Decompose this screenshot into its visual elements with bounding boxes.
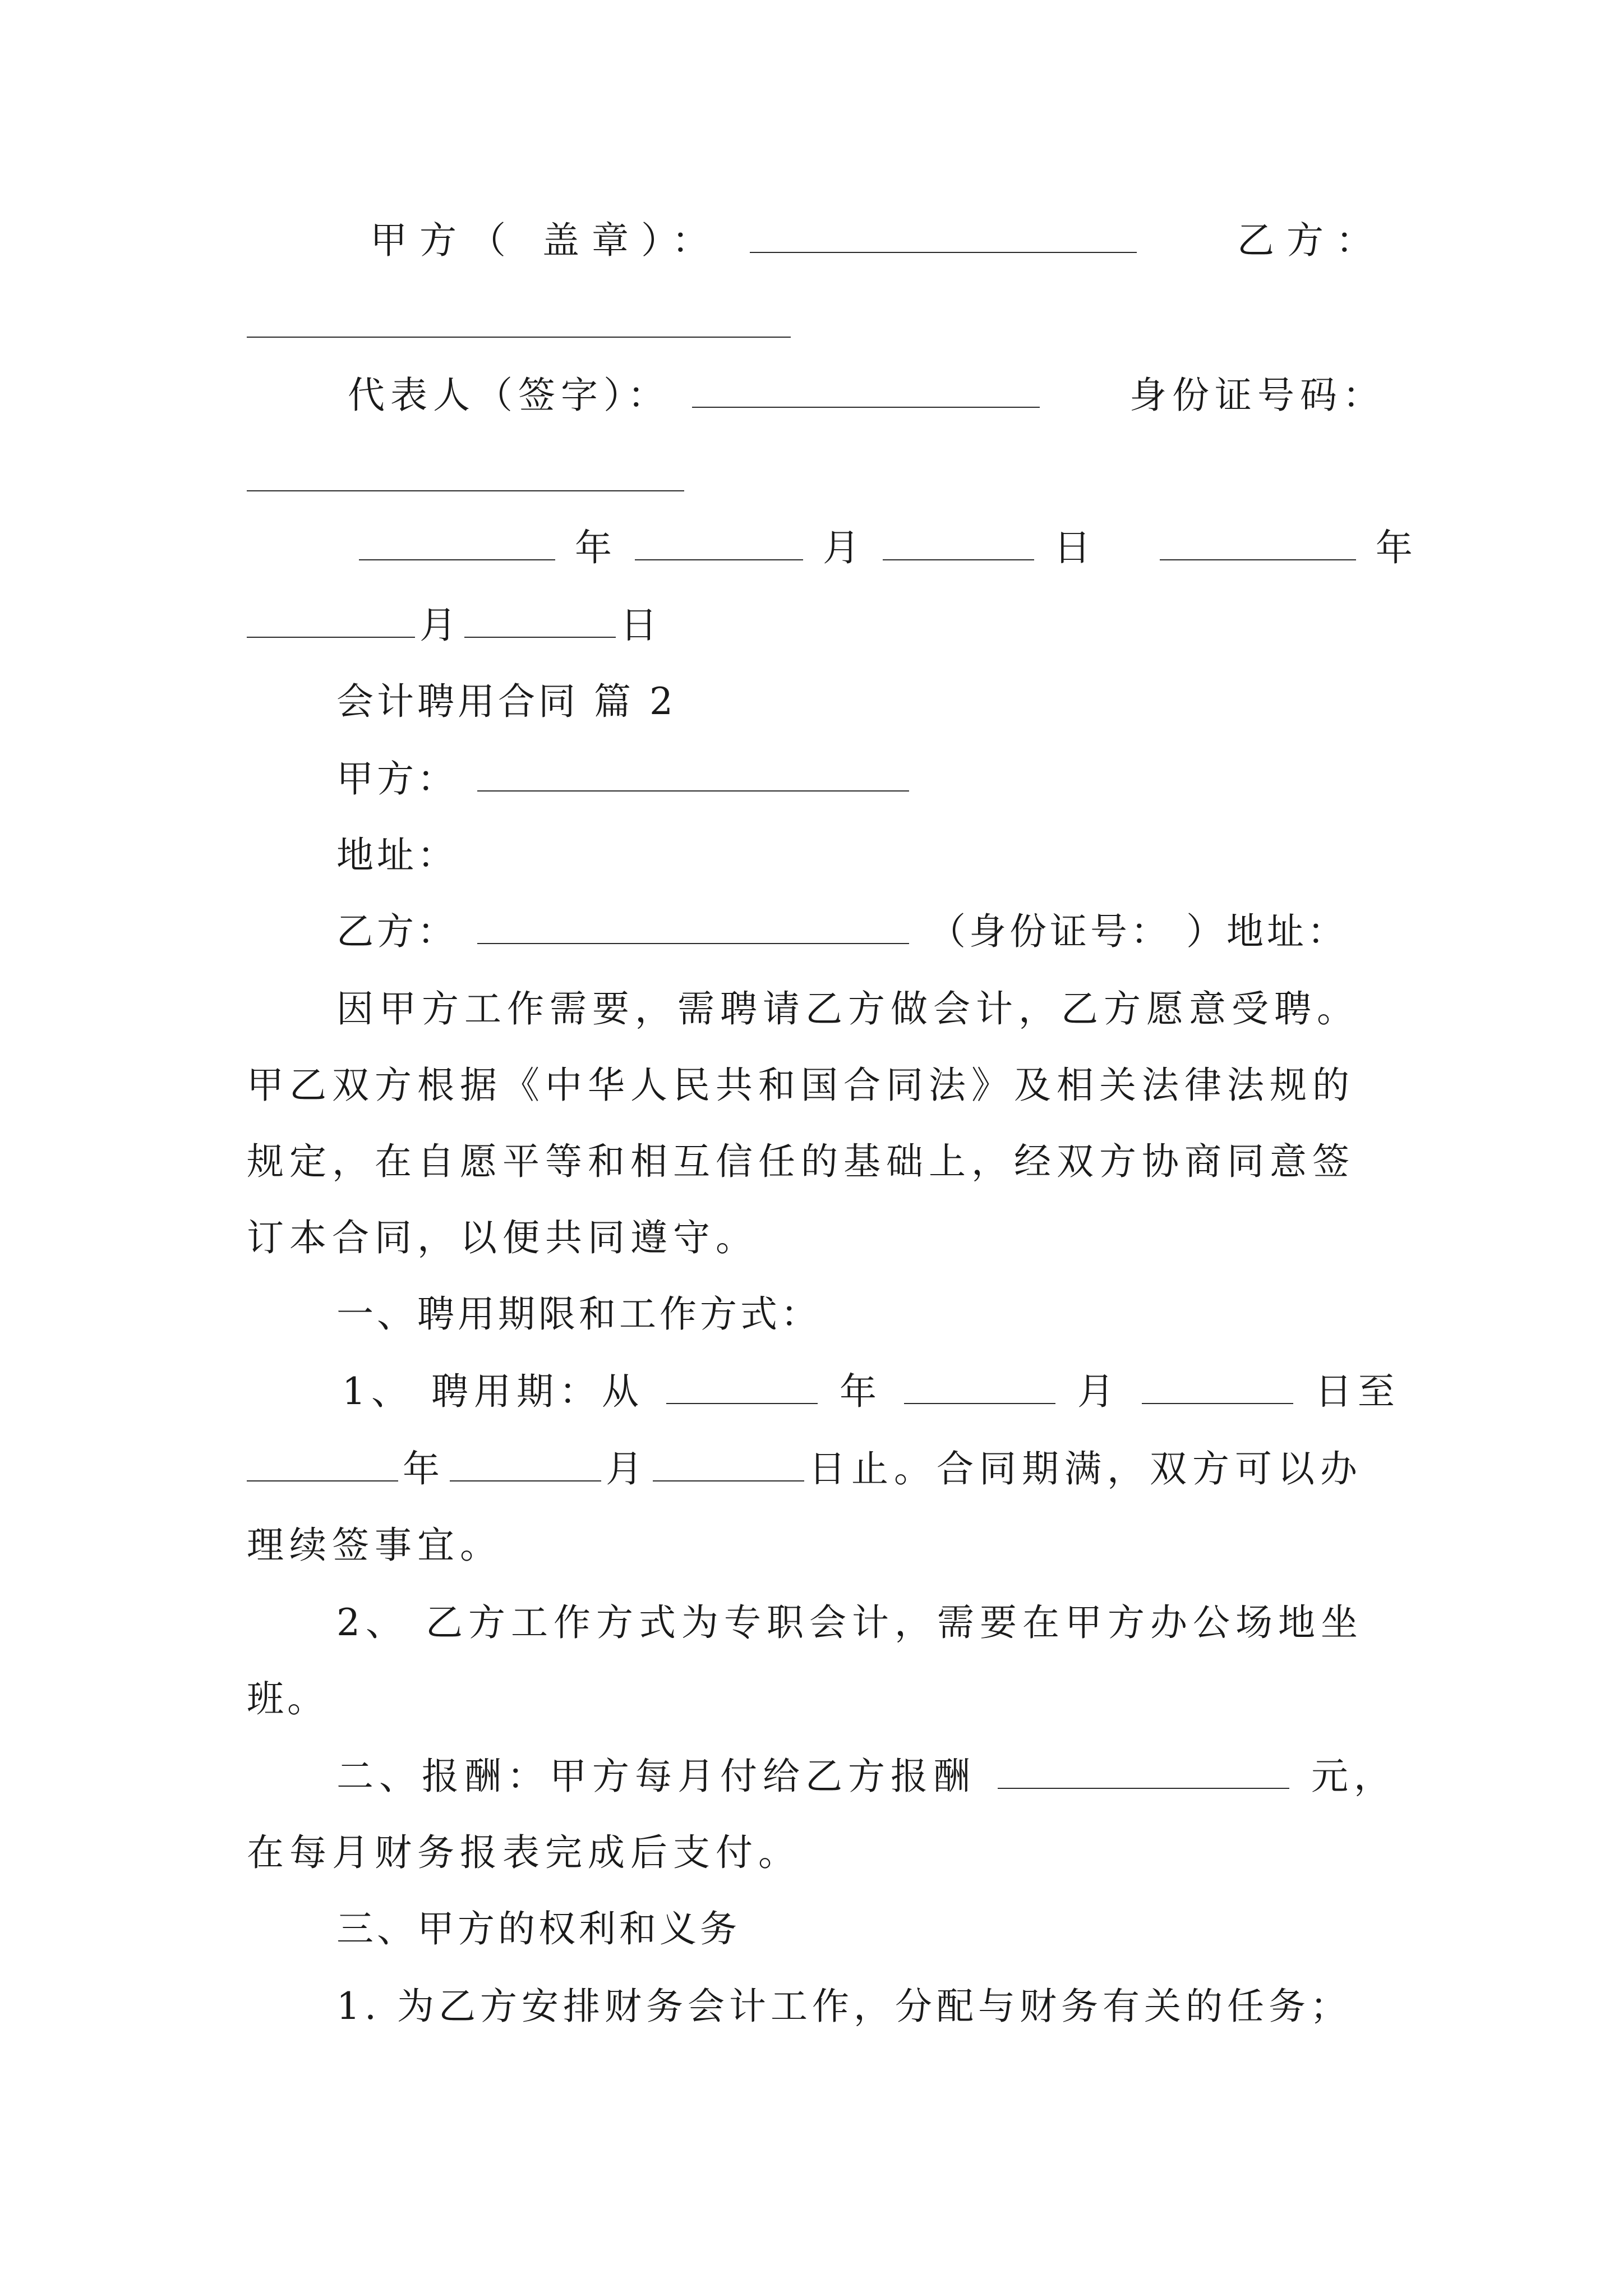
item-1-end-month-blank (450, 1452, 601, 1481)
item-1-end-year-blank (247, 1452, 398, 1481)
party-a-row (336, 757, 1475, 800)
party-b-id-address: （身份证号： ）地址： (928, 910, 1348, 953)
sign-row-party-a (370, 219, 1385, 262)
date-a-year: 年 (574, 526, 615, 569)
item-1-end: 日止。合同期满，双方可以办 (809, 1447, 1363, 1490)
item-1-start-day-blank (1142, 1375, 1293, 1404)
contract-title: 会计聘用合同 篇 2 (336, 680, 676, 723)
item-1-row (342, 1370, 1400, 1413)
date-a-day-blank (883, 531, 1034, 560)
item-1-month: 月 (1077, 1370, 1120, 1413)
intro-line-1: 因甲方工作需要，需聘请乙方做会计，乙方愿意受聘。 (336, 987, 1359, 1030)
salary-blank (998, 1760, 1289, 1789)
party-b-name-label: 乙方： (336, 910, 458, 953)
date-b-year: 年 (1375, 526, 1416, 569)
item-2-cont: 班。 (247, 1677, 328, 1720)
sign-date-row-2 (247, 604, 1385, 647)
item-1-end-month: 月 (606, 1447, 648, 1490)
date-a-year-blank (359, 531, 555, 560)
date-b-month: 月 (419, 604, 460, 647)
section-1-heading: 一、聘用期限和工作方式： (336, 1292, 821, 1336)
party-a-label: 甲方： (336, 757, 458, 800)
address-label: 地址： (336, 834, 458, 877)
section-2-suffix: 元， (1311, 1755, 1396, 1798)
id-number-label: 身份证号码： (1129, 374, 1385, 417)
item-1-cont: 理续签事宜。 (247, 1524, 502, 1567)
intro-line-4: 订本合同，以便共同遵守。 (247, 1216, 758, 1259)
date-b-day: 日 (620, 604, 661, 647)
date-b-day-blank (464, 609, 616, 638)
item-2: 2、 乙方工作方式为专职会计，需要在甲方办公场地坐 (336, 1601, 1363, 1644)
party-a-seal-label: 甲方（ 盖章）： (370, 219, 721, 262)
party-b-blank (247, 337, 791, 338)
item-1-to: 日至 (1315, 1370, 1400, 1413)
id-number-blank (247, 490, 684, 491)
item-1-end-year: 年 (403, 1447, 445, 1490)
intro-line-2: 甲乙双方根据《中华人民共和国合同法》及相关法律法规的 (247, 1064, 1355, 1107)
item-1-start-month-blank (904, 1375, 1055, 1404)
section-3-heading: 三、甲方的权利和义务 (336, 1907, 740, 1950)
item-1-prefix: 1、 聘用期：从 (342, 1370, 644, 1413)
party-a-blank (750, 224, 1137, 253)
intro-line-3: 规定，在自愿平等和相互信任的基础上，经双方协商同意签 (247, 1140, 1355, 1183)
date-a-month-blank (635, 531, 803, 560)
item-1-end-day-blank (653, 1452, 804, 1481)
rep-sign-label: 代表人（签字）： (348, 374, 670, 417)
party-a-name-blank (477, 762, 909, 792)
party-b-row (336, 910, 1385, 953)
rep-sign-blank (692, 379, 1040, 408)
sign-row-rep (348, 374, 1385, 417)
party-b-name-blank (477, 915, 909, 944)
item-1-start-year-blank (666, 1375, 818, 1404)
party-b-label: 乙方： (1237, 219, 1385, 262)
section-2-row (336, 1755, 1396, 1798)
sign-date-row (359, 526, 1416, 569)
section-2-prefix: 二、报酬：甲方每月付给乙方报酬 (336, 1755, 976, 1798)
date-b-month-blank (247, 609, 415, 638)
section-2-cont: 在每月财务报表完成后支付。 (247, 1831, 801, 1874)
date-a-month: 月 (822, 526, 863, 569)
item-1-year: 年 (839, 1370, 882, 1413)
date-a-day: 日 (1053, 526, 1094, 569)
section-3-item-1: 1. 为乙方安排财务会计工作，分配与财务有关的任务； (336, 1985, 1352, 2028)
date-b-year-blank (1160, 531, 1356, 560)
item-1-row-2 (247, 1447, 1385, 1490)
